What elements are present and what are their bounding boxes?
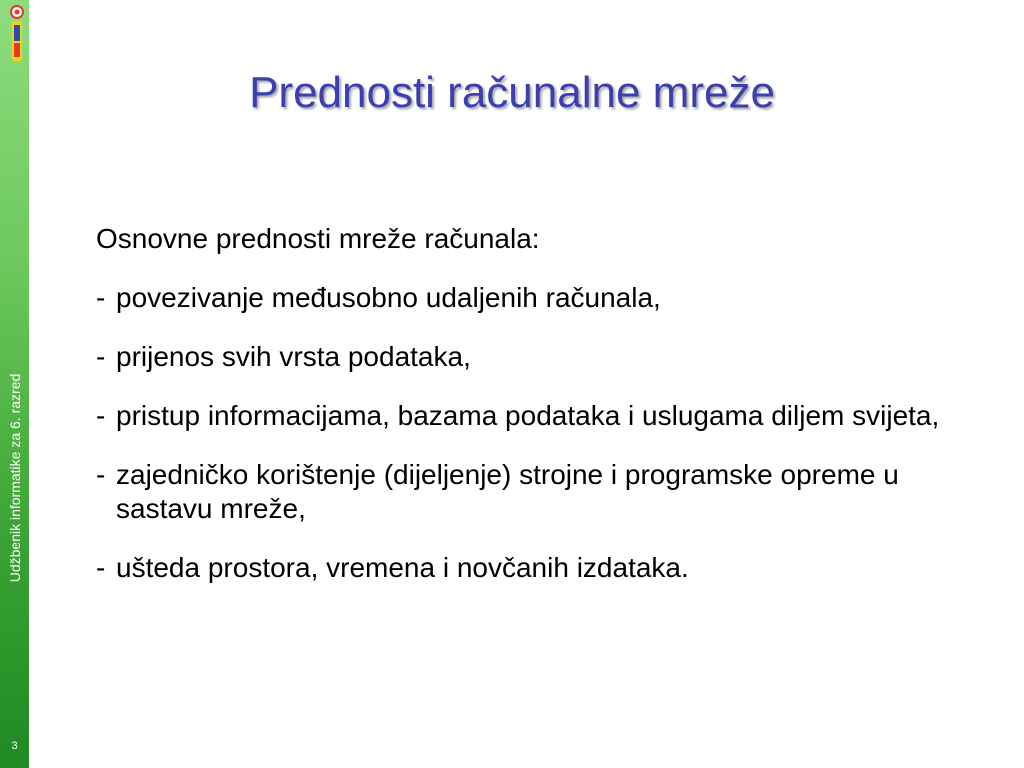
bullet-text: pristup informacijama, bazama podataka i uslugama diljem svijeta, [116, 400, 940, 431]
syspring-publisher-logo-icon [3, 3, 25, 63]
slide-content [96, 222, 976, 610]
bullet-dash: - [96, 341, 106, 372]
list-item [96, 458, 976, 526]
bullet-dash: - [96, 400, 106, 431]
bullet-dash: - [96, 459, 106, 490]
intro-text: Osnovne prednosti mreže računala: [96, 223, 540, 254]
list-item [96, 551, 976, 585]
bullet-text: ušteda prostora, vremena i novčanih izdataka. [116, 552, 689, 583]
bullet-text: prijenos svih vrsta podataka, [116, 341, 471, 372]
bullet-text: zajedničko korištenje (dijeljenje) strojne i programske opreme u sastavu mreže, [116, 459, 899, 524]
list-item [96, 340, 976, 374]
list-item [96, 399, 976, 433]
slide-title [0, 68, 1024, 118]
sidebar-caption: Udžbenik informatike za 6. razred [7, 373, 23, 583]
page-number: 3 [11, 740, 18, 752]
slide-title-text: Prednosti računalne mreže [249, 68, 775, 117]
bullet-dash: - [96, 552, 106, 583]
bullet-text: povezivanje međusobno udaljenih računala, [116, 282, 661, 313]
bullet-dash: - [96, 282, 106, 313]
list-item [96, 281, 976, 315]
